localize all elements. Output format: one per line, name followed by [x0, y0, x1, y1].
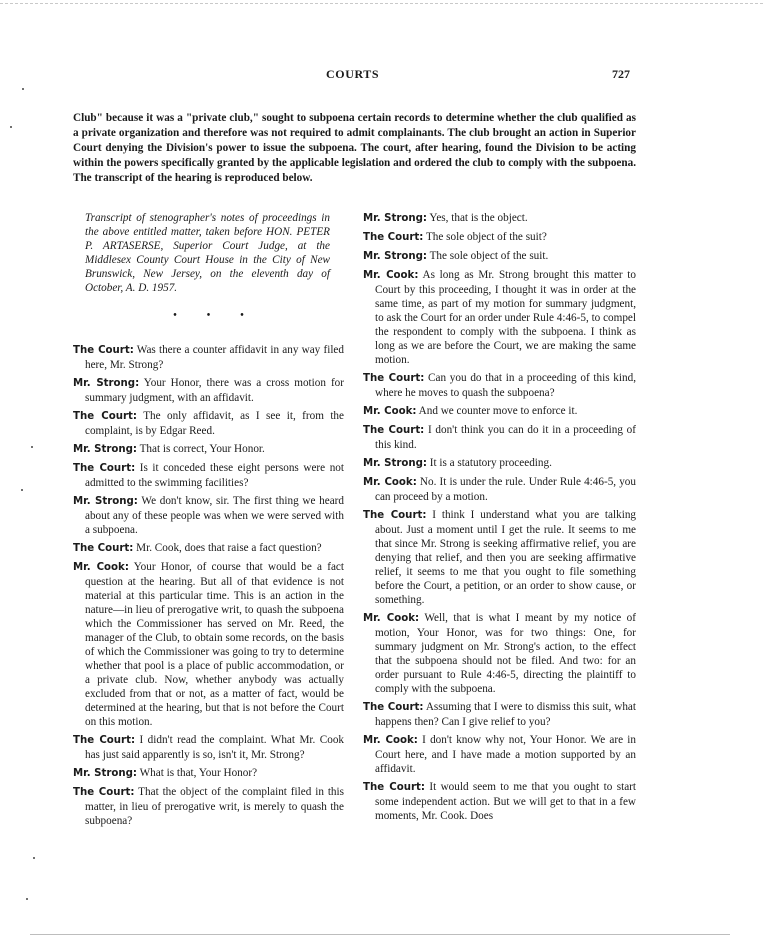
transcript-entry [73, 560, 344, 729]
entry-text: Well, that is what I meant by my notice of motion, Your Honor, was for two things: One, for summary judgment on Mr. Strong's action, to the effect that the subpoena should not be filed. And two: for an order pursuant to Rule 4:46-5, directing the plaintiff to comply with the subpoena. [375, 612, 637, 695]
running-head [0, 67, 763, 85]
speaker-label: The Court: [363, 782, 425, 793]
transcript-entry [363, 249, 636, 264]
speaker-label: The Court: [363, 425, 425, 436]
transcript-entry [73, 494, 344, 537]
speaker-label: Mr. Cook: [363, 406, 417, 417]
speaker-label: The Court: [363, 510, 427, 521]
entry-text: It would seem to me that you ought to start some independent action. But we will get to that in a few moments, Mr. Cook. Does [375, 781, 636, 822]
entry-text: What is that, Your Honor? [139, 767, 258, 779]
entry-text: As long as Mr. Strong brought this matter to Court by this proceeding, I thought it was in order at the same time, as part of my motion for summary judgment, to ask the Court for an order under Rule 4:46-5, to compel the respondent to comply with the subpoena. I think as long as we are before the Court, we are making the same motion. [375, 269, 636, 366]
transcript-entry [363, 780, 636, 823]
page-bottom-edge [30, 934, 730, 935]
intro-paragraph: Club" because it was a "private club," sought to subpoena certain records to determine whether the club qualified as a private organization and therefore was not required to admit complainants. The club brought an action in Superior Court denying the Division's power to issue the subpoena. The court, after hearing, found the Division to be acting within the powers specifically granted by the applicable legislation and ordered the club to comply with the subpoena. The transcript of the hearing is reproduced below. [73, 112, 636, 184]
transcript-entry [73, 343, 344, 372]
transcript-entry [73, 442, 344, 457]
transcript-entry [73, 409, 344, 438]
speaker-label: Mr. Cook: [363, 735, 418, 746]
speaker-label: The Court: [73, 345, 134, 356]
right-transcript-entries [363, 211, 636, 823]
running-title: COURTS [326, 67, 380, 81]
speaker-label: Mr. Strong: [363, 213, 427, 224]
entry-text: Mr. Cook, does that raise a fact question? [136, 542, 322, 554]
separator-dot: • [206, 310, 211, 321]
entry-text: Can you do that in a proceeding of this kind, where he moves to quash the subpoena? [375, 372, 636, 399]
speaker-label: Mr. Cook: [363, 270, 419, 281]
entry-text: I didn't read the complaint. What Mr. Cook has just said apparently is so, isn't it, Mr. Strong? [85, 734, 345, 761]
speaker-label: The Court: [363, 232, 424, 243]
transcript-entry [73, 461, 344, 490]
speaker-label: Mr. Strong: [73, 444, 137, 455]
transcript-entry [363, 404, 636, 419]
transcript-entry [73, 785, 344, 828]
entry-text: Was there a counter affidavit in any way filed here, Mr. Strong? [85, 344, 344, 371]
scan-speck [33, 857, 35, 859]
speaker-label: The Court: [363, 702, 424, 713]
entry-text: I think I understand what you are talking about. Just a moment until I get the rule. It seems to me that since Mr. Strong is seeking affirmative relief, you are denying that relief, and then you are seeking affirmative relief, it seems to me that you ought to file something before the Court, a petition, or an order to show cause, or something. [375, 509, 637, 606]
speaker-label: Mr. Strong: [73, 496, 138, 507]
transcript-caption: Transcript of stenographer's notes of proceedings in the above entitled matter, taken before HON. PETER P. ARTASERSE, Superior Court Judge, at the Middlesex County Court House in the City of New Brunswick, New Jersey, on the eleventh day of October, A. D. 1957. [85, 212, 330, 294]
left-column [73, 211, 344, 832]
entry-text: And we counter move to enforce it. [418, 405, 578, 417]
entry-text: Your Honor, of course that would be a fact question at the hearing. But all of that evidence is not material at this particular time. This is an action in the nature—in lieu of prerogative writ, to quash the subpoena which the Commissioner has served on Mr. Reed, the manager of the Club, to obtain some records, on the basis of which the Commissioner was going to try to determine whether that pool is a place of public accommodation, or a private club. Now, whether anybody was actually excluded from that or not, as a matter of fact, would be determined at the hearing, but that is not before the Court on this motion. [85, 561, 344, 728]
transcript-entry [73, 733, 344, 762]
entry-text: The only affidavit, as I see it, from the complaint, is by Edgar Reed. [85, 410, 344, 437]
entry-text: Your Honor, there was a cross motion for summary judgment, with an affidavit. [85, 377, 344, 404]
speaker-label: Mr. Strong: [363, 251, 427, 262]
entry-text: I don't think you can do it in a proceeding of this kind. [375, 424, 636, 451]
entry-text: It is a statutory proceeding. [429, 457, 552, 469]
speaker-label: The Court: [73, 463, 136, 474]
transcript-entry [363, 211, 636, 226]
scan-speck [31, 446, 33, 448]
transcript-entry [363, 268, 636, 367]
scan-speck [21, 489, 23, 491]
page-number: 727 [612, 67, 630, 81]
section-separator [73, 309, 344, 323]
entry-text: The sole object of the suit? [425, 231, 547, 243]
speaker-label: The Court: [73, 411, 137, 422]
entry-text: That is correct, Your Honor. [139, 443, 265, 455]
right-column [363, 211, 636, 827]
scan-speck [10, 126, 12, 128]
entry-text: That the object of the complaint filed in this matter, in lieu of prerogative writ, is merely to quash the subpoena? [85, 786, 344, 827]
transcript-entry [363, 508, 636, 607]
transcript-entry [363, 423, 636, 452]
transcript-entry [73, 766, 344, 781]
speaker-label: The Court: [73, 543, 134, 554]
speaker-label: Mr. Cook: [363, 477, 417, 488]
entry-text: The sole object of the suit. [429, 250, 549, 262]
speaker-label: Mr. Strong: [73, 378, 140, 389]
transcript-entry [363, 456, 636, 471]
transcript-entry [363, 230, 636, 245]
entry-text: Assuming that I were to dismiss this suit, what happens then? Can I give relief to you? [375, 701, 636, 728]
transcript-entry [73, 376, 344, 405]
left-transcript-entries [73, 343, 344, 828]
entry-text: I don't know why not, Your Honor. We are in Court here, and I have made a motion supported by an affidavit. [375, 734, 637, 775]
speaker-label: The Court: [73, 735, 136, 746]
transcript-entry [363, 371, 636, 400]
transcript-entry [363, 700, 636, 729]
entry-text: We don't know, sir. The first thing we heard about any of these people was when we were served with a subpoena. [85, 495, 344, 536]
speaker-label: Mr. Strong: [73, 768, 137, 779]
transcript-entry [363, 611, 636, 696]
scan-speck [26, 898, 28, 900]
speaker-label: Mr. Cook: [363, 613, 420, 624]
page-top-edge [0, 3, 763, 4]
speaker-label: The Court: [73, 787, 135, 798]
transcript-entry [73, 541, 344, 556]
entry-text: No. It is under the rule. Under Rule 4:46-5, you can proceed by a motion. [375, 476, 636, 503]
speaker-label: Mr. Cook: [73, 562, 129, 573]
transcript-entry [363, 475, 636, 504]
entry-text: Is it conceded these eight persons were not admitted to the swimming facilities? [85, 462, 344, 489]
scan-speck [22, 88, 24, 90]
entry-text: Yes, that is the object. [429, 212, 528, 224]
speaker-label: The Court: [363, 373, 425, 384]
speaker-label: Mr. Strong: [363, 458, 427, 469]
separator-dot: • [173, 310, 177, 321]
separator-dot: • [240, 310, 244, 321]
transcript-entry [363, 733, 636, 776]
